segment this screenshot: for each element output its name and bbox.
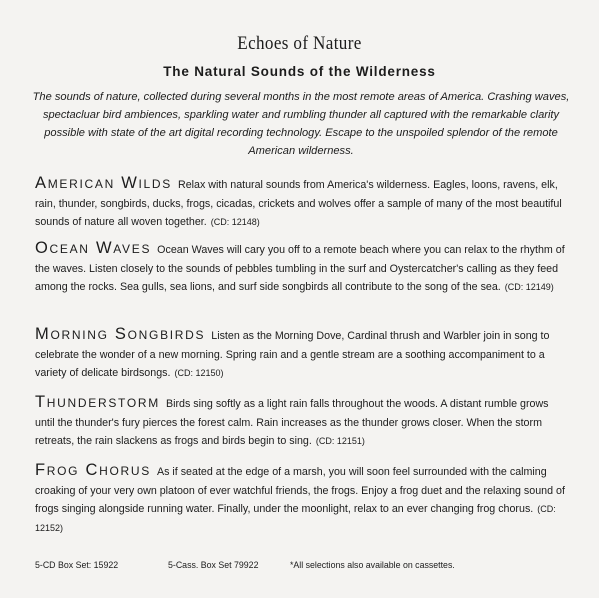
brand-title: Echoes of Nature [237,33,362,54]
entry-title: Thunderstorm [35,393,160,411]
cd-box-set-number: 5-CD Box Set: 15922 [35,560,119,570]
entry-description: As if seated at the edge of a marsh, you will soon feel surrounded with the calming croaking of your very own platoon of ever watchful friends, the frogs. Enjoy a frog duet and the relaxing sound of frogs singing alongside running water. Finally, under the moonlight, relax to an ever changing frog chorus. [35,466,565,515]
entry-description: Birds sing softly as a light rain falls throughout the woods. A distant rumble grows until the thunder's fury pierces the forest calm. Rain increases as the thunder grows closer. When the storm retreats, the rain slackens as frogs and birds begin to sing. [35,398,549,447]
entry-frog-chorus [35,461,570,537]
entry-morning-songbirds [35,325,570,383]
cd-number: (CD: 12149) [504,282,554,292]
entry-ocean-waves [35,239,570,297]
entry-title: Ocean Waves [35,239,152,257]
intro-paragraph: The sounds of nature, collected during several months in the most remote areas of America. Crashing waves, spectacluar bird ambiences, sparkling water and rumbling thunder all captured with the remarkable clarity possible with state of the art digital recording technology. Escape to the unspoiled splendor of the remote American wilderness. [32,91,570,157]
cd-number: (CD: 12148) [210,217,260,227]
entry-american-wilds [35,174,570,232]
cassette-box-set-number: 5-Cass. Box Set 79922 [168,560,259,570]
entry-title: Morning Songbirds [35,325,206,343]
entry-title: American Wilds [35,174,172,192]
cd-number: (CD: 12151) [315,436,365,446]
entry-description: Ocean Waves will cary you off to a remote beach where you can relax to the rhythm of the waves. Listen closely to the sounds of pebbles tumbling in the surf and Oystercatcher's calling as they feed among the rocks. Sea gulls, sea lions, and surf side songbirds all contribute to the song of the sea. [35,244,565,293]
entry-thunderstorm [35,393,570,451]
cd-number: (CD: 12152) [35,504,556,533]
cd-number: (CD: 12150) [174,368,224,378]
entry-description: Relax with natural sounds from America's wilderness. Eagles, loons, ravens, elk, rain, thunder, songbirds, ducks, frogs, cicadas, crickets and wolves offer a sample of many of the most beautiful sounds of nature all woven together. [35,179,562,228]
entry-title: Frog Chorus [35,461,151,479]
availability-note: *All selections also available on cassettes. [290,560,455,570]
entry-description: Listen as the Morning Dove, Cardinal thrush and Warbler join in song to celebrate the wonder of a new morning. Spring rain and a gentle stream are a soothing accompaniment to a variety of delicate birdsongs. [35,330,550,379]
page-subtitle: The Natural Sounds of the Wilderness [163,64,436,79]
